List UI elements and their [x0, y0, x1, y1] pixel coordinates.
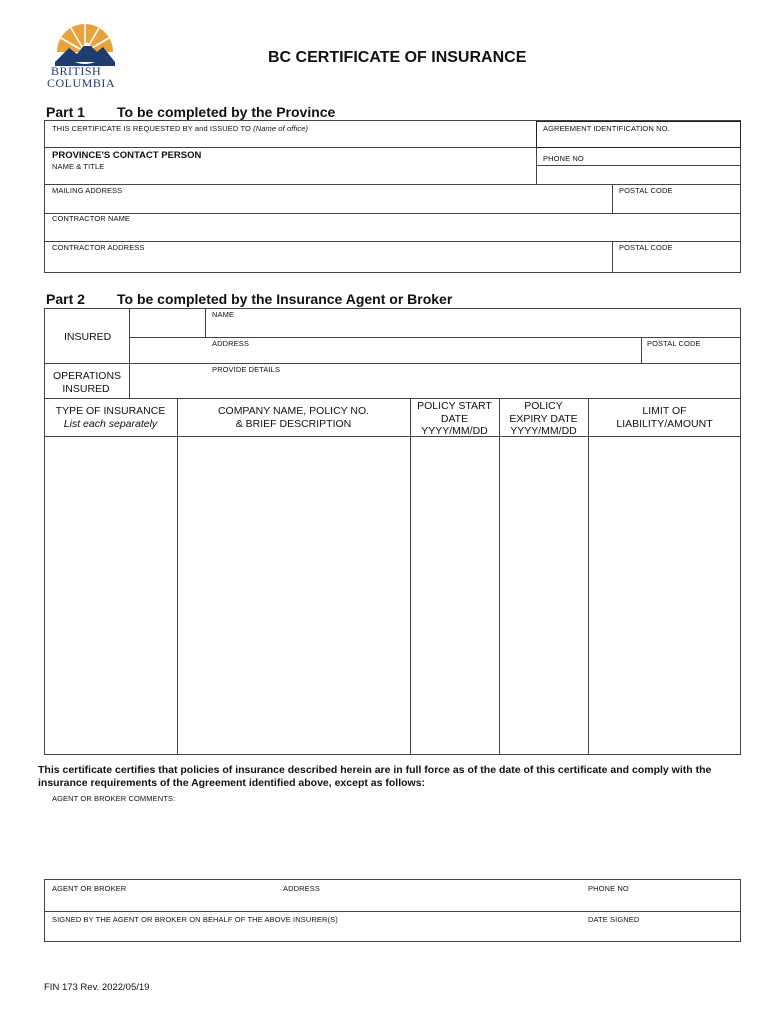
col-policy-start: POLICY START DATE YYYY/MM/DD — [417, 400, 492, 437]
agreement-id-label: AGREEMENT IDENTIFICATION NO. — [543, 124, 670, 133]
contact-person-label: PROVINCE'S CONTACT PERSON — [52, 150, 202, 161]
type-of-insurance-input[interactable] — [48, 440, 173, 750]
requested-by-label: THIS CERTIFICATE IS REQUESTED BY and ISSUED TO (Name of office) — [52, 124, 309, 133]
part1-heading: To be completed by the Province — [117, 104, 336, 120]
part2-heading: To be completed by the Insurance Agent or Broker — [117, 291, 453, 307]
date-signed-label: DATE SIGNED — [588, 915, 640, 924]
insured-address-label: ADDRESS — [212, 339, 249, 348]
insured-name-input[interactable] — [212, 321, 734, 334]
company-policy-input[interactable] — [181, 440, 406, 750]
logo-text-british: BRITISH — [51, 64, 102, 78]
part2-number: Part 2 — [46, 291, 85, 307]
col-limit-liability: LIMIT OF LIABILITY/AMOUNT — [616, 405, 713, 430]
contractor-address-input[interactable] — [52, 254, 606, 268]
operations-details-input[interactable] — [136, 375, 734, 395]
policy-start-input[interactable] — [414, 440, 495, 750]
postal-code-label: POSTAL CODE — [619, 186, 673, 195]
agent-broker-input[interactable] — [52, 895, 274, 908]
bc-logo — [45, 22, 125, 92]
contractor-address-label: CONTRACTOR ADDRESS — [52, 243, 145, 252]
signature-input[interactable] — [52, 926, 578, 939]
agent-address-input[interactable] — [283, 895, 579, 908]
agreement-id-input[interactable] — [543, 134, 735, 145]
insured-postal-code-input[interactable] — [647, 349, 735, 361]
agent-phone-input[interactable] — [588, 895, 734, 908]
insured-prefix-input[interactable] — [134, 314, 200, 332]
part1-number: Part 1 — [46, 104, 85, 120]
page-title: BC CERTIFICATE OF INSURANCE — [268, 49, 527, 66]
agent-address-label: ADDRESS — [283, 884, 320, 893]
insured-address-input[interactable] — [212, 349, 636, 361]
agent-broker-label: AGENT OR BROKER — [52, 884, 127, 893]
phone-label: PHONE NO — [543, 154, 584, 163]
policy-expiry-input[interactable] — [503, 440, 584, 750]
provide-details-label: PROVIDE DETAILS — [212, 365, 281, 374]
name-title-label: NAME & TITLE — [52, 162, 105, 171]
mailing-address-label: MAILING ADDRESS — [52, 186, 123, 195]
sun-mountain-icon — [45, 22, 125, 66]
postal-code-input[interactable] — [619, 197, 735, 209]
col-type-of-insurance: TYPE OF INSURANCE List each separately — [55, 405, 166, 430]
requested-by-input[interactable] — [52, 134, 530, 145]
contractor-name-input[interactable] — [52, 225, 732, 237]
contact-name-input[interactable] — [52, 171, 530, 182]
operations-insured-label: OPERATIONS INSURED — [53, 370, 122, 395]
insured-name-label: NAME — [212, 310, 235, 319]
col-company-name: COMPANY NAME, POLICY NO. & BRIEF DESCRIPTION — [217, 405, 370, 430]
insured-postal-code-label: POSTAL CODE — [647, 339, 701, 348]
comments-input[interactable] — [52, 806, 736, 872]
date-signed-input[interactable] — [588, 926, 734, 939]
contractor-postal-code-input[interactable] — [619, 254, 735, 268]
limit-liability-input[interactable] — [592, 440, 737, 750]
contractor-name-label: CONTRACTOR NAME — [52, 214, 131, 223]
mailing-address-input[interactable] — [52, 197, 606, 209]
form-number: FIN 173 Rev. 2022/05/19 — [44, 982, 150, 993]
contractor-postal-code-label: POSTAL CODE — [619, 243, 673, 252]
logo-text-columbia: COLUMBIA — [47, 76, 116, 90]
phone-input[interactable] — [543, 169, 735, 181]
comments-label: AGENT OR BROKER COMMENTS: — [52, 794, 176, 803]
insured-label: INSURED — [64, 331, 112, 343]
agent-phone-label: PHONE NO — [588, 884, 629, 893]
signed-by-label: SIGNED BY THE AGENT OR BROKER ON BEHALF OF THE ABOVE INSURER(S) — [52, 915, 338, 924]
col-policy-expiry: POLICY EXPIRY DATE YYYY/MM/DD — [509, 400, 578, 437]
certification-text: This certificate certifies that policies of insurance described herein are in full force as of the date of this certificate and comply with the insurance requirements of the Agreement identified above, except as follows: — [38, 764, 712, 789]
